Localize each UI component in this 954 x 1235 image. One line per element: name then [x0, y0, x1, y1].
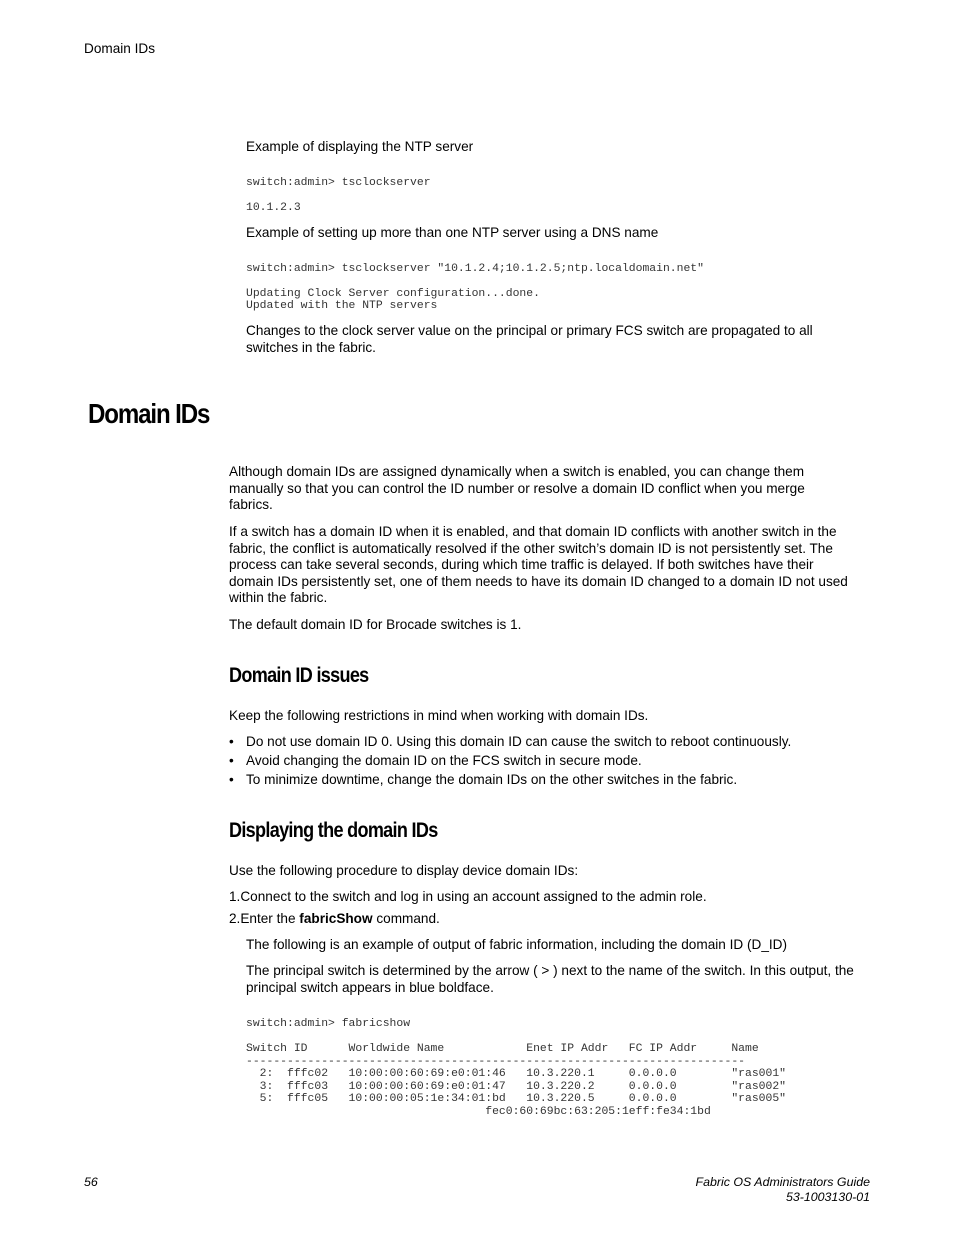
doc-number: 53-1003130-01 [785, 1190, 870, 1204]
body-paragraph: If a switch has a domain ID when it is enabled, and that domain ID conflicts with another switch in the fabric, the conflict is automatically resolved if the other switch’s domain ID is not persistently set. The process can take several seconds, during which time traffic is delayed. If both switches have their domain IDs persistently set, one of them needs to have its domain ID changed to a domain ID not used within the fabric. [229, 524, 848, 606]
code-command: switch:admin> tsclockserver "10.1.2.4;10.1.2.5;ntp.localdomain.net" [246, 263, 704, 275]
step-number: 2. [229, 911, 241, 926]
code-command: switch:admin> tsclockserver [246, 177, 431, 189]
code-output: 10.1.2.3 [246, 202, 301, 214]
list-item: • Do not use domain ID 0. Using this domain ID can cause the switch to reboot continuously. [229, 734, 792, 749]
list-item: • Avoid changing the domain ID on the FCS switch in secure mode. [229, 753, 642, 768]
subsection-heading: Displaying the domain IDs [229, 819, 438, 842]
body-paragraph: The following is an example of output of fabric information, including the domain ID (D_ID) [246, 937, 788, 952]
bullet-icon: • [229, 753, 234, 768]
running-header: Domain IDs [84, 41, 156, 56]
body-paragraph: Keep the following restrictions in mind when working with domain IDs. [229, 708, 649, 723]
procedure-step: 2.Enter the fabricShow command. [229, 911, 440, 926]
example-caption: Example of setting up more than one NTP server using a DNS name [246, 225, 659, 240]
body-paragraph: Although domain IDs are assigned dynamically when a switch is enabled, you can change them manually so that you can control the ID number or resolve a domain ID conflict when you merge fabrics. [229, 464, 805, 513]
list-item: • To minimize downtime, change the domain IDs on the other switches in the fabric. [229, 772, 738, 787]
page-number: 56 [84, 1175, 98, 1189]
step-number: 1. [229, 889, 241, 904]
example-caption: Example of displaying the NTP server [246, 139, 474, 154]
fabricshow-output: Switch ID Worldwide Name Enet IP Addr FC IP Addr Name ------------------------------------------------------------------------- 2: fffc02 10:00:00:60:69:e0:01:46 10.3.220.1 0.0.0.0 "ras001" 3: fffc03 10:00:00:60:69:e0:01:47 10.3.220.2 0.0.0.0 "ras002" 5: fffc05 10:00:00:05:1e:34:01:bd 10.3.220.5 0.0.0.0 "ras005" fec0:60:69bc:63:205:1eff:fe34:1bd [246, 1043, 787, 1118]
body-paragraph: The principal switch is determined by the arrow ( > ) next to the name of the switch. In this output, the principal switch appears in blue boldface. [246, 963, 854, 995]
command-name: fabricShow [299, 911, 373, 926]
procedure-step: 1.Connect to the switch and log in using an account assigned to the admin role. [229, 889, 707, 904]
ntp-note: Changes to the clock server value on the principal or primary FCS switch are propagated to all switches in the fabric. [246, 323, 813, 355]
body-paragraph: The default domain ID for Brocade switches is 1. [229, 617, 522, 632]
section-heading: Domain IDs [88, 398, 210, 429]
bullet-icon: • [229, 734, 234, 749]
code-output: Updating Clock Server configuration...done. Updated with the NTP servers [246, 288, 540, 313]
subsection-heading: Domain ID issues [229, 664, 369, 687]
bullet-icon: • [229, 772, 234, 787]
body-paragraph: Use the following procedure to display device domain IDs: [229, 863, 579, 878]
guide-title: Fabric OS Administrators Guide [695, 1175, 870, 1189]
restrictions-list [229, 734, 869, 791]
code-command: switch:admin> fabricshow [246, 1018, 411, 1030]
